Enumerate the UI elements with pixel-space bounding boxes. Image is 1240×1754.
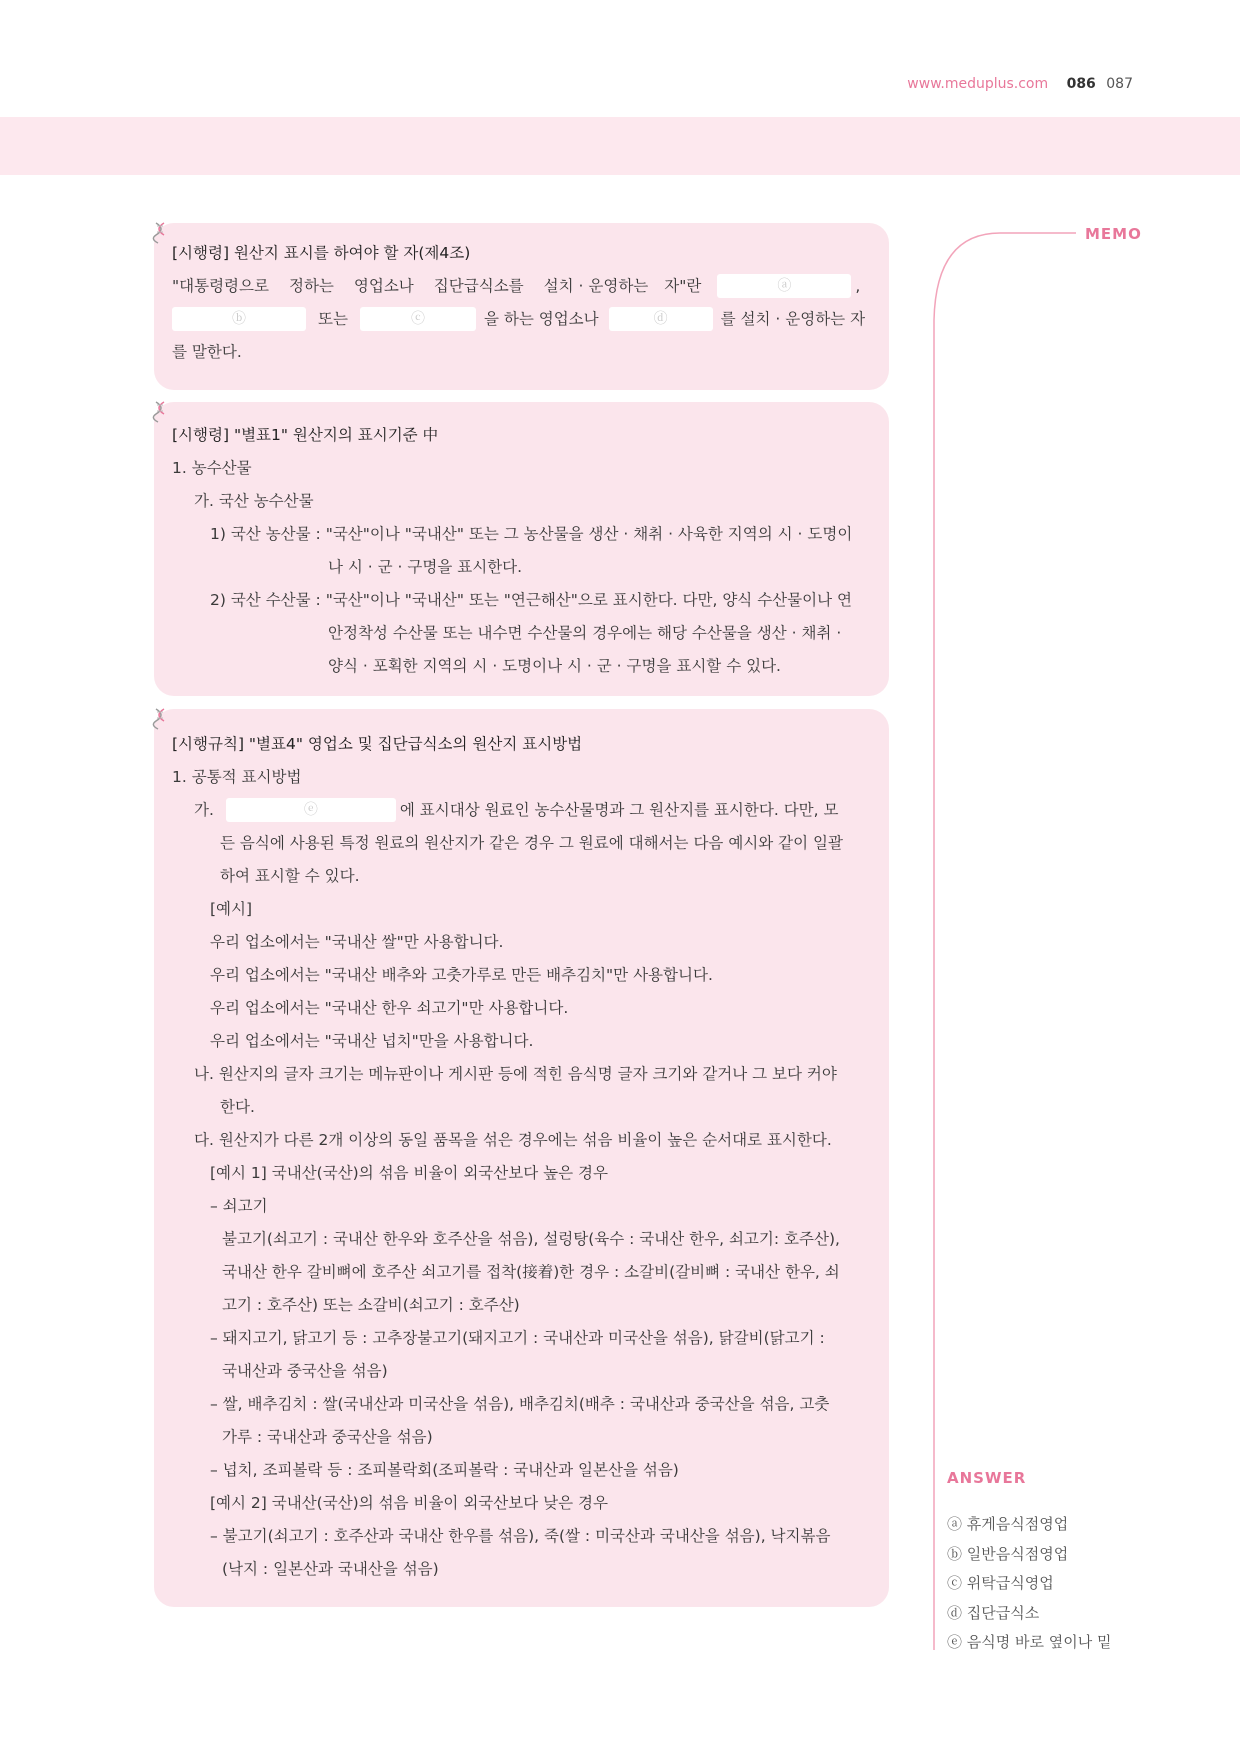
text-line: – 넙치, 조피볼락 등 : 조피볼락회(조피볼락 : 국내산과 일본산을 섞음)	[210, 1461, 679, 1479]
box1-line3: 를 말한다.	[172, 343, 242, 361]
dna-icon	[152, 707, 170, 731]
answer-item: ⓑ 일반음식점영업	[947, 1544, 1069, 1563]
text-line: – 쌀, 배추김치 : 쌀(국내산과 미국산을 섞음), 배추김치(배추 : 국내산과 중국산을 섞음, 고춧	[210, 1395, 830, 1413]
box-title: [시행규칙] "별표4" 영업소 및 집단급식소의 원산지 표시방법	[172, 735, 583, 753]
text-line: 가. 국산 농수산물	[194, 492, 314, 510]
text-line: 우리 업소에서는 "국내산 한우 쇠고기"만 사용합니다.	[210, 999, 569, 1017]
answer-item: ⓓ 집단급식소	[947, 1603, 1040, 1622]
text-line: 2) 국산 수산물 : "국산"이나 "국내산" 또는 "연근해산"으로 표시한다. 다만, 양식 수산물이나 연	[210, 591, 852, 609]
answer-title: ANSWER	[947, 1469, 1027, 1487]
text: 정하는	[288, 277, 334, 295]
text-line: 1. 공통적 표시방법	[172, 768, 302, 786]
answer-item: ⓐ 휴게음식점영업	[947, 1515, 1069, 1533]
page-number-left: 086	[1066, 76, 1096, 92]
header-band	[0, 117, 1240, 175]
text-line: 안정착성 수산물 또는 내수면 수산물의 경우에는 해당 수산물을 생산 · 채취 ·	[328, 624, 842, 642]
text-line: 우리 업소에서는 "국내산 쌀"만 사용합니다.	[210, 933, 504, 951]
box-title: [시행령] "별표1" 원산지의 표시기준 中	[172, 426, 439, 444]
text-line: 불고기(쇠고기 : 국내산 한우와 호주산을 섞음), 설렁탕(육수 : 국내산 한우, 쇠고기: 호주산),	[222, 1230, 840, 1248]
text-line: [예시 2] 국내산(국산)의 섞음 비율이 외국산보다 낮은 경우	[210, 1494, 608, 1512]
text: 집단급식소를	[433, 277, 524, 295]
site-url[interactable]: www.meduplus.com	[907, 76, 1049, 92]
answer-blank-a[interactable]: ⓐ	[717, 274, 851, 298]
text-line: – 불고기(쇠고기 : 호주산과 국내산 한우를 섞음), 죽(쌀 : 미국산과 국내산을 섞음), 낙지볶음	[210, 1527, 831, 1545]
law-box-decree-article4	[154, 223, 889, 390]
text: 자"란	[664, 277, 702, 295]
text-line: 한다.	[220, 1098, 255, 1116]
text: 설치 · 운영하는	[543, 277, 649, 295]
answer-blank-e[interactable]: ⓔ	[226, 798, 396, 822]
box1-line2	[172, 303, 867, 336]
text-line: 1. 농수산물	[172, 459, 252, 477]
page-number-right: 087	[1106, 76, 1133, 92]
law-box-decree-table1	[154, 402, 889, 696]
text-line: 나 시 · 군 · 구명을 표시한다.	[328, 558, 523, 576]
answer-blank-c[interactable]: ⓒ	[360, 307, 476, 331]
text-line: 우리 업소에서는 "국내산 배추와 고춧가루로 만든 배추김치"만 사용합니다.	[210, 966, 713, 984]
dna-icon	[152, 400, 170, 424]
text-line: 가루 : 국내산과 중국산을 섞음)	[222, 1428, 433, 1446]
text: ,	[855, 277, 861, 295]
text: "대통령령으로	[172, 277, 269, 295]
text-line: (낙지 : 일본산과 국내산을 섞음)	[222, 1560, 439, 1578]
text-line: [예시 1] 국내산(국산)의 섞음 비율이 외국산보다 높은 경우	[210, 1164, 608, 1182]
text-line: 양식 · 포획한 지역의 시 · 도명이나 시 · 군 · 구명을 표시할 수 있다.	[328, 657, 781, 675]
box-title: [시행령] 원산지 표시를 하여야 할 자(제4조)	[172, 244, 471, 262]
text-line: 나. 원산지의 글자 크기는 메뉴판이나 게시판 등에 적힌 음식명 글자 크기와 같거나 그 보다 커야	[194, 1065, 837, 1083]
text-line: [예시]	[210, 900, 253, 918]
text: 가.	[194, 801, 214, 819]
text-line: 우리 업소에서는 "국내산 넙치"만을 사용합니다.	[210, 1032, 534, 1050]
answer-blank-b[interactable]: ⓑ	[172, 307, 306, 331]
text: 을 하는 영업소나	[483, 310, 599, 328]
text-line: 하여 표시할 수 있다.	[220, 867, 360, 885]
answer-item: ⓔ 음식명 바로 옆이나 밑	[947, 1633, 1112, 1651]
answer-blank-d[interactable]: ⓓ	[609, 307, 713, 331]
text: 를 설치 · 운영하는 자	[720, 310, 866, 328]
box1-line1	[172, 270, 867, 303]
text-line: 국내산과 중국산을 섞음)	[222, 1362, 388, 1380]
text-line	[172, 794, 867, 827]
text-line: 다. 원산지가 다른 2개 이상의 동일 품목을 섞은 경우에는 섞음 비율이 높은 순서대로 표시한다.	[194, 1131, 832, 1149]
answer-item: ⓒ 위탁급식영업	[947, 1574, 1054, 1592]
text-line: 1) 국산 농산물 : "국산"이나 "국내산" 또는 그 농산물을 생산 · 채취 · 사육한 지역의 시 · 도명이	[210, 525, 853, 543]
text: 영업소나	[353, 277, 414, 295]
text-line: 고기 : 호주산) 또는 소갈비(쇠고기 : 호주산)	[222, 1296, 520, 1314]
text-line: 국내산 한우 갈비뼈에 호주산 쇠고기를 접착(接着)한 경우 : 소갈비(갈비뼈 : 국내산 한우, 쇠	[222, 1263, 840, 1281]
text-line: – 쇠고기	[210, 1197, 268, 1215]
text: 또는	[318, 310, 348, 328]
dna-icon	[152, 221, 170, 245]
page-header	[907, 76, 1133, 92]
memo-label: MEMO	[1085, 225, 1142, 243]
law-box-rule-table4	[154, 709, 889, 1607]
text: 에 표시대상 원료인 농수산물명과 그 원산지를 표시한다. 다만, 모	[399, 801, 839, 819]
text-line: – 돼지고기, 닭고기 등 : 고추장불고기(돼지고기 : 국내산과 미국산을 섞음), 닭갈비(닭고기 :	[210, 1329, 825, 1347]
text-line: 든 음식에 사용된 특정 원료의 원산지가 같은 경우 그 원료에 대해서는 다음 예시와 같이 일괄	[220, 834, 843, 852]
answer-list	[947, 1510, 1111, 1658]
